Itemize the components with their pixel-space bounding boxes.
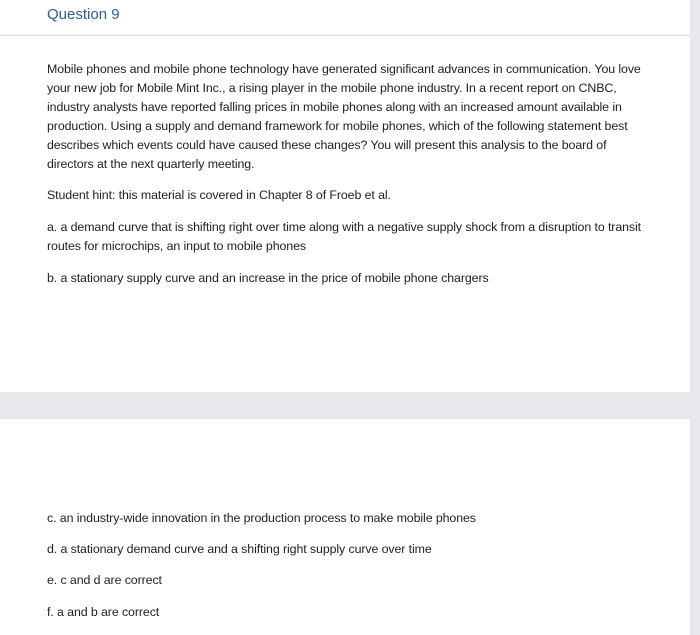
student-hint: Student hint: this material is covered in Chapter 8 of Froeb et al.: [47, 188, 391, 202]
answer-option-b[interactable]: b. a stationary supply curve and an increase in the price of mobile phone chargers: [47, 271, 489, 285]
question-text: Mobile phones and mobile phone technology have generated significant advances in communication. You love your new job for Mobile Mint Inc., a rising player in the mobile phone industry. In a recent report on CNBC, industry analysts have reported falling prices in mobile phones along with an increased amount available in production. Using a supply and demand framework for mobile phones, which of the following statement best describes which events could have caused these changes? You will present this analysis to the board of directors at the next quarterly meeting.: [47, 62, 641, 171]
answer-option-f[interactable]: f. a and b are correct: [47, 605, 160, 619]
answer-option-e[interactable]: e. c and d are correct: [47, 573, 162, 587]
question-title: Question 9: [47, 6, 120, 23]
title-divider: [0, 35, 690, 36]
answer-option-c[interactable]: c. an industry-wide innovation in the production process to make mobile phones: [47, 511, 476, 525]
answer-option-d[interactable]: d. a stationary demand curve and a shifting right supply curve over time: [47, 542, 432, 556]
answer-option-a[interactable]: a. a demand curve that is shifting right over time along with a negative supply shock from a disruption to transit routes for microchips, an input to mobile phones: [47, 220, 641, 253]
